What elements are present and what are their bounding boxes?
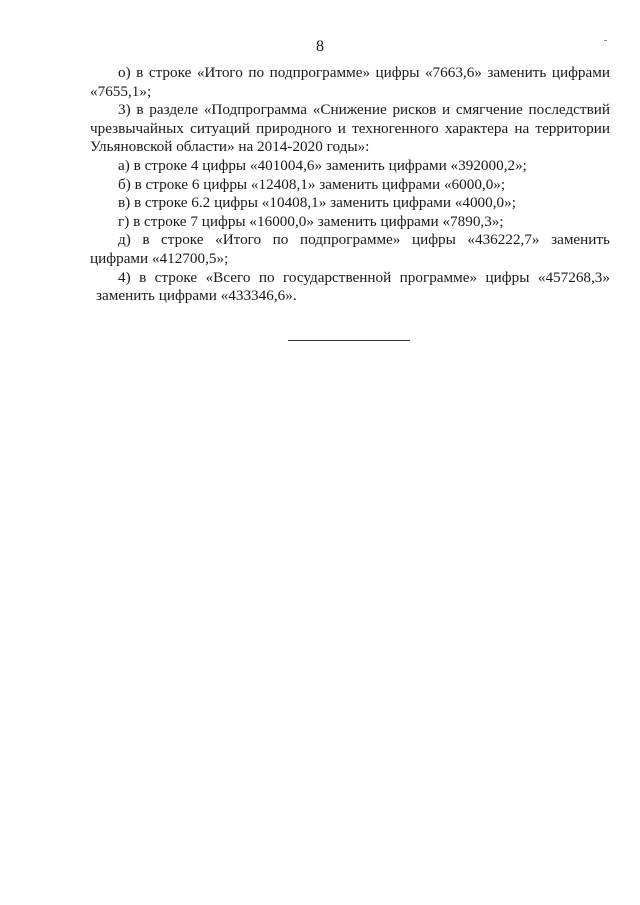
paragraph-3-line3: Ульяновской области» на 2014-2020 годы»: bbox=[90, 138, 370, 156]
paragraph-v: в) в строке 6.2 цифры «10408,1» заменить цифрами «4000,0»; bbox=[118, 194, 516, 212]
paragraph-a: а) в строке 4 цифры «401004,6» заменить цифрами «392000,2»; bbox=[118, 156, 527, 174]
paragraph-d-line2: цифрами «412700,5»; bbox=[90, 249, 229, 267]
paragraph-3-line2: чрезвычайных ситуаций природного и техногенного характера на территории bbox=[90, 119, 610, 137]
paragraph-3-line1: 3) в разделе «Подпрограмма «Снижение рисков и смягчение последствий bbox=[118, 101, 610, 119]
document-body bbox=[90, 64, 610, 306]
paragraph-4-line2: заменить цифрами «433346,6». bbox=[96, 287, 297, 305]
paragraph-b: б) в строке 6 цифры «12408,1» заменить цифрами «6000,0»; bbox=[118, 175, 506, 193]
end-divider bbox=[288, 340, 410, 341]
paragraph-g: г) в строке 7 цифры «16000,0» заменить цифрами «7890,3»; bbox=[118, 212, 504, 230]
scan-speck bbox=[604, 40, 607, 41]
paragraph-4-line1: 4) в строке «Всего по государственной программе» цифры «457268,3» bbox=[118, 268, 610, 286]
page-number: 8 bbox=[316, 38, 324, 55]
paragraph-o-line1: о) в строке «Итого по подпрограмме» цифры «7663,6» заменить цифрами bbox=[118, 64, 610, 81]
paragraph-o-line2: «7655,1»; bbox=[90, 82, 152, 100]
paragraph-d-line1: д) в строке «Итого по подпрограмме» цифры «436222,7» заменить bbox=[118, 231, 610, 249]
